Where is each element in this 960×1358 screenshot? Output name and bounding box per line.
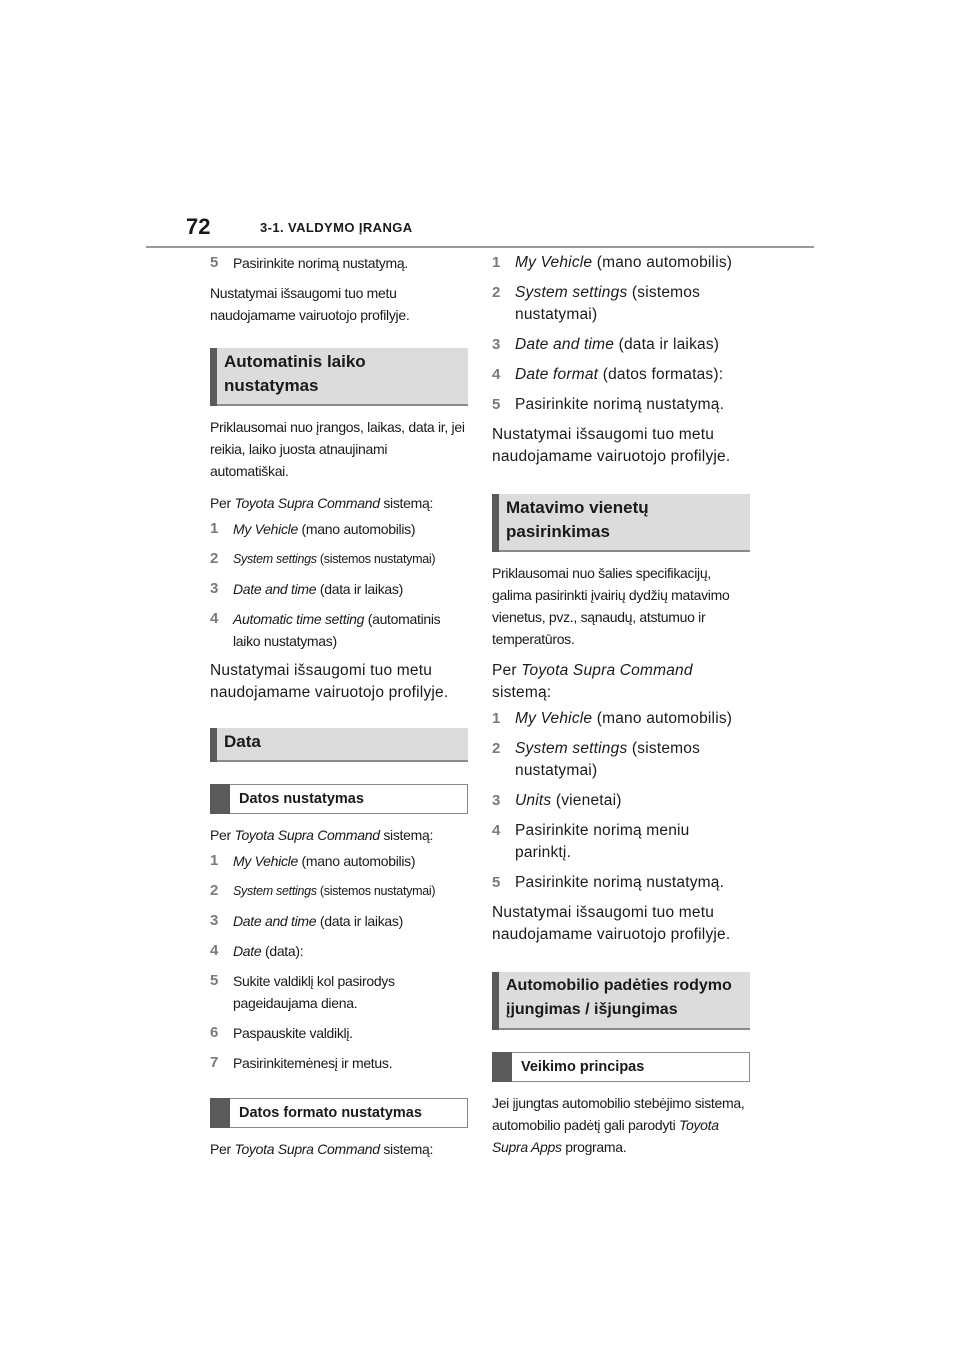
via-system-line: Per Toyota Supra Command sistemą: [492,662,693,701]
saved-note: Nustatymai išsaugomi tuo metu naudojamame vairuotojo profilyje. [492,904,731,943]
step-item: 5 Pasirinkite norimą nustatymą. [492,874,725,891]
subsection-header-operating-principle: Veikimo principas [492,1052,750,1082]
left-column [210,252,468,1170]
step-item: 3 Date and time (data ir laikas) [492,336,720,353]
step-item: 3 Date and time (data ir laikas) [210,912,403,929]
saved-note: Nustatymai išsaugomi tuo metu naudojamame vairuotojo profilyje. [492,426,731,465]
via-system-line: Per Toyota Supra Command sistemą: [210,1141,434,1157]
section-description: Priklausomai nuo įrangos, laikas, data ir, jei reikia, laiko juosta atnaujinami automatiškai. [210,419,465,479]
step-item: 4 Date format (datos formatas): [492,366,724,383]
page-header [146,212,814,248]
section-header-units: Matavimo vienetų pasirinkimas [492,494,750,552]
section-header-automatic-time: Automatinis laiko nustatymas [210,348,468,406]
section-description: Priklausomai nuo šalies specifikacijų, galima pasirinkti įvairių dydžių matavimo vienetus, pvz., sąnaudų, atstumuo ir temperatūros. [492,565,730,647]
via-system-line: Per Toyota Supra Command sistemą: [210,495,434,511]
section-header-date: Data [210,728,468,762]
step-item: 4 Automatic time setting (automatinis laiko nustatymas) [210,610,441,649]
via-system-line: Per Toyota Supra Command sistemą: [210,827,434,843]
step-item: 4 Pasirinkite norimą meniu parinktį. [492,822,690,861]
step-item: 1 My Vehicle (mano automobilis) [492,254,733,271]
step-item: 7 Pasirinkitemėnesį ir metus. [210,1054,393,1071]
step-item: 3 Units (vienetai) [492,792,622,809]
subsection-header-date-format: Datos formato nustatymas [210,1098,468,1128]
subsection-header-date-setting: Datos nustatymas [210,784,468,814]
step-item: 5 Sukite valdiklį kol pasirodys pageidaujama diena. [210,972,395,1011]
step-item: 5 Pasirinkite norimą nustatymą. [210,254,408,271]
position-description: Jei įjungtas automobilio stebėjimo sistema, automobilio padėtį gali parodyti Toyota Supra Apps programa. [492,1095,745,1155]
step-item: 2 System settings (sistemos nustatymai) [210,882,436,899]
step-item: 1 My Vehicle (mano automobilis) [492,710,733,727]
step-item: 3 Date and time (data ir laikas) [210,580,403,597]
step-item: 1 My Vehicle (mano automobilis) [210,852,416,869]
page-number: 72 [186,214,211,239]
section-header-vehicle-position: Automobilio padėties rodymo įjungimas / išjungimas [492,972,750,1030]
chapter-title: 3-1. VALDYMO ĮRANGA [260,220,413,235]
saved-note: Nustatymai išsaugomi tuo metu naudojamame vairuotojo profilyje. [210,285,410,323]
step-item: 6 Paspauskite valdiklį. [210,1024,353,1041]
step-item: 4 Date (data): [210,942,304,959]
step-item: 2 System settings (sistemos nustatymai) [210,550,436,567]
step-item: 2 System settings (sistemos nustatymai) [492,740,701,779]
step-item: 2 System settings (sistemos nustatymai) [492,284,701,323]
right-column [492,252,750,1168]
step-item: 5 Pasirinkite norimą nustatymą. [492,396,725,413]
step-item: 1 My Vehicle (mano automobilis) [210,520,416,537]
saved-note: Nustatymai išsaugomi tuo metu naudojamame vairuotojo profilyje. [210,662,449,701]
